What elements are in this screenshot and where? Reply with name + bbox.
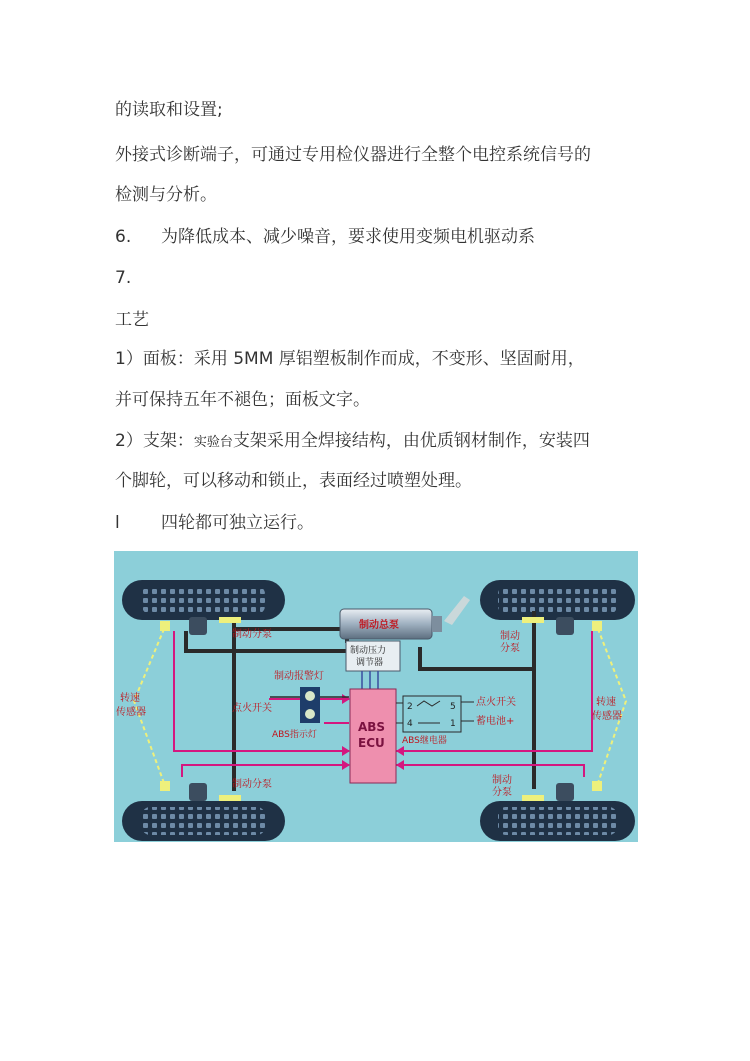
list-item-7: 7. — [115, 268, 132, 288]
abs-indicator-label: ABS指示灯 — [272, 730, 317, 740]
speed-sensor-right-label-1: 转速 — [596, 697, 616, 708]
relay-pin-2: 2 — [407, 702, 413, 712]
tire-front-right — [480, 580, 635, 620]
abs-ecu — [350, 689, 396, 783]
modulator-label-2: 调节器 — [356, 658, 384, 668]
text-line-bracket-cont: 个脚轮，可以移动和锁止，表面经过喷塑处理。 — [115, 471, 472, 491]
wheel-cylinder-fl-label: 制动分泵 — [232, 629, 272, 640]
ignition-switch-left-label: 点火开关 — [232, 703, 272, 714]
list-item-6 — [115, 225, 535, 249]
speed-sensor-right-label-2: 传感器 — [592, 711, 622, 722]
speed-sensor-left-label-2: 传感器 — [116, 707, 146, 718]
bracket-prefix: 2）支架： — [115, 431, 194, 451]
abs-system-diagram — [114, 551, 638, 842]
battery-label: 蓄电池+ — [476, 716, 515, 727]
tire-front-left — [122, 580, 285, 620]
bullet-mark: l — [115, 513, 120, 533]
ecu-label-2: ECU — [358, 736, 385, 750]
tire-rear-right — [480, 801, 635, 841]
relay-label: ABS继电器 — [402, 736, 447, 746]
bracket-small-text: 实验台 — [193, 435, 233, 450]
wheel-cylinder-rl-label: 制动分泵 — [232, 779, 272, 790]
master-cylinder-label: 制动总泵 — [359, 620, 399, 631]
tire-rear-left — [122, 801, 285, 841]
wheel-cylinder-fr-label-2: 分泵 — [500, 643, 520, 654]
wheel-cylinder-rr-label-2: 分泵 — [492, 787, 512, 798]
relay-pin-5: 5 — [450, 702, 456, 712]
speed-sensor-left-label-1: 转速 — [120, 693, 140, 704]
text-line-panel-cont: 并可保持五年不褪色；面板文字。 — [115, 390, 370, 410]
text-line-1: 的读取和设置; — [115, 100, 223, 120]
wheel-cylinder-rr-label-1: 制动 — [492, 775, 512, 786]
ecu-label-1: ABS — [358, 720, 386, 734]
warning-light-label: 制动报警灯 — [274, 671, 324, 682]
modulator-label-1: 制动压力 — [350, 646, 387, 656]
bracket-text: 支架采用全焊接结构，由优质钢材制作，安装四 — [232, 431, 590, 451]
ignition-switch-right-label: 点火开关 — [476, 697, 516, 708]
text-line-3: 检测与分析。 — [115, 185, 217, 205]
text-line-panel: 1）面板：采用 5MM 厚铝塑板制作而成，不变形、坚固耐用， — [115, 349, 585, 369]
text-line-2: 外接式诊断端子，可通过专用检仪器进行全整个电控系统信号的 — [115, 145, 591, 165]
list-text: 为降低成本、减少噪音，要求使用变频电机驱动系 — [161, 227, 535, 247]
section-heading: 工艺 — [115, 310, 149, 330]
bullet-text: 四轮都可独立运行。 — [161, 513, 314, 533]
list-number: 6. — [115, 227, 132, 247]
relay-pin-4: 4 — [407, 719, 413, 729]
wheel-cylinder-fr-label-1: 制动 — [500, 631, 520, 642]
relay-pin-1: 1 — [450, 719, 456, 729]
text-line-bracket — [115, 429, 590, 455]
list-item-bullet — [115, 511, 314, 535]
